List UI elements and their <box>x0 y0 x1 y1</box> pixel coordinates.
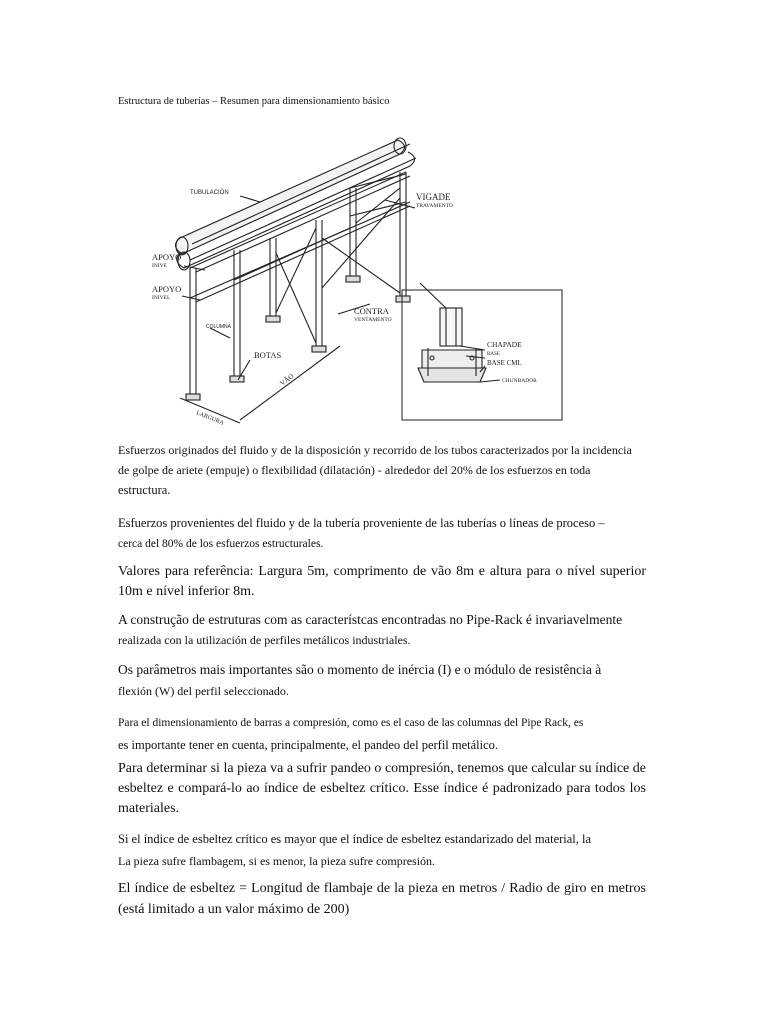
paragraph-line: Esfuerzos originados del fluido y de la disposición y recorrido de los tubos caracterizados por la incidencia <box>118 443 632 457</box>
paragraph-construction <box>118 610 646 650</box>
label-travamento: TRAVAMENTO <box>416 203 453 209</box>
label-largura: LARGURA <box>195 410 225 427</box>
paragraph-line: Esfuerzos provenientes del fluido y de la tubería proveniente de las tuberías o líneas de proceso – <box>118 516 605 530</box>
paragraph-line: realizada con la utilización de perfiles metálicos industriales. <box>118 633 411 647</box>
paragraph-line: estructura. <box>118 483 171 497</box>
paragraph-compression-bars <box>118 711 646 756</box>
pipe-rack-diagram <box>110 128 630 428</box>
label-contra: CONTRA <box>354 306 389 316</box>
paragraph-parameters <box>118 659 646 702</box>
paragraph-slenderness-formula: El índice de esbeltez = Longitud de flambaje de la pieza en metros / Radio de giro en metros (está limitado a un valor máximo de 200) <box>118 881 646 917</box>
label-tubulacion: TUBULACIÓN <box>190 190 229 196</box>
paragraph-fluid-efforts-20 <box>118 440 646 500</box>
label-inive: INIVE <box>152 263 167 269</box>
paragraph-line: de golpe de ariete (empuje) o flexibilidad (dilatación) - alrededor del 20% de los esfuerzos en toda <box>118 463 591 477</box>
paragraph-line: A construção de estruturas com as característcas encontradas no Pipe-Rack é invariavelmente <box>118 612 623 627</box>
paragraph-line: Si el índice de esbeltez crítico es mayor que el índice de esbeltez estandarizado del material, la <box>118 832 592 846</box>
paragraph-line: Para el dimensionamiento de barras a compresión, como es el caso de las columnas del Pipe Rack, es <box>118 717 584 729</box>
label-chapade: CHAPADE <box>487 340 522 349</box>
paragraph-reference-values: Valores para referência: Largura 5m, comprimento de vão 8m e altura para o nível superior 10m e nível inferior 8m. <box>118 564 646 599</box>
paragraph-line: es importante tener en cuenta, principalmente, el pandeo del perfil metálico. <box>118 738 499 752</box>
paragraph-critical-slenderness <box>118 828 646 872</box>
label-botas: BOTAS <box>254 350 282 360</box>
label-chunbador: CHUNBADOR <box>502 378 537 384</box>
document-header: Estructura de tuberías – Resumen para dimensionamiento básico <box>118 96 390 107</box>
paragraph-fluid-efforts-80 <box>118 513 646 554</box>
paragraph-line: flexión (W) del perfil seleccionado. <box>118 684 289 698</box>
label-base: BASE <box>487 352 500 357</box>
label-vigade: VIGADE <box>416 192 451 202</box>
label-apoyo-superior: APOYO <box>152 252 182 262</box>
label-base-cml: BASE CML <box>487 359 522 367</box>
label-ventamento: VENTAMENTO <box>354 317 392 323</box>
paragraph-line: La pieza sufre flambagem, si es menor, la pieza sufre compresión. <box>118 854 436 868</box>
paragraph-line: cerca del 80% de los esfuerzos estructurales. <box>118 538 324 550</box>
label-apoyo-inferior: APOYO <box>152 284 182 294</box>
label-columna: COLUMNA <box>206 324 232 330</box>
paragraph-line: Os parâmetros mais importantes são o momento de inércia (I) e o módulo de resistência à <box>118 662 602 677</box>
label-invel: INIVEL <box>152 295 171 301</box>
label-vao: VÃO <box>278 372 296 388</box>
paragraph-determine-buckling: Para determinar si la pieza va a sufrir pandeo o compresión, tenemos que calcular su índice de esbeltez e compará-lo ao índice de esbeltez crítico. Esse índice é padronizado para todos los materiales. <box>118 761 646 816</box>
